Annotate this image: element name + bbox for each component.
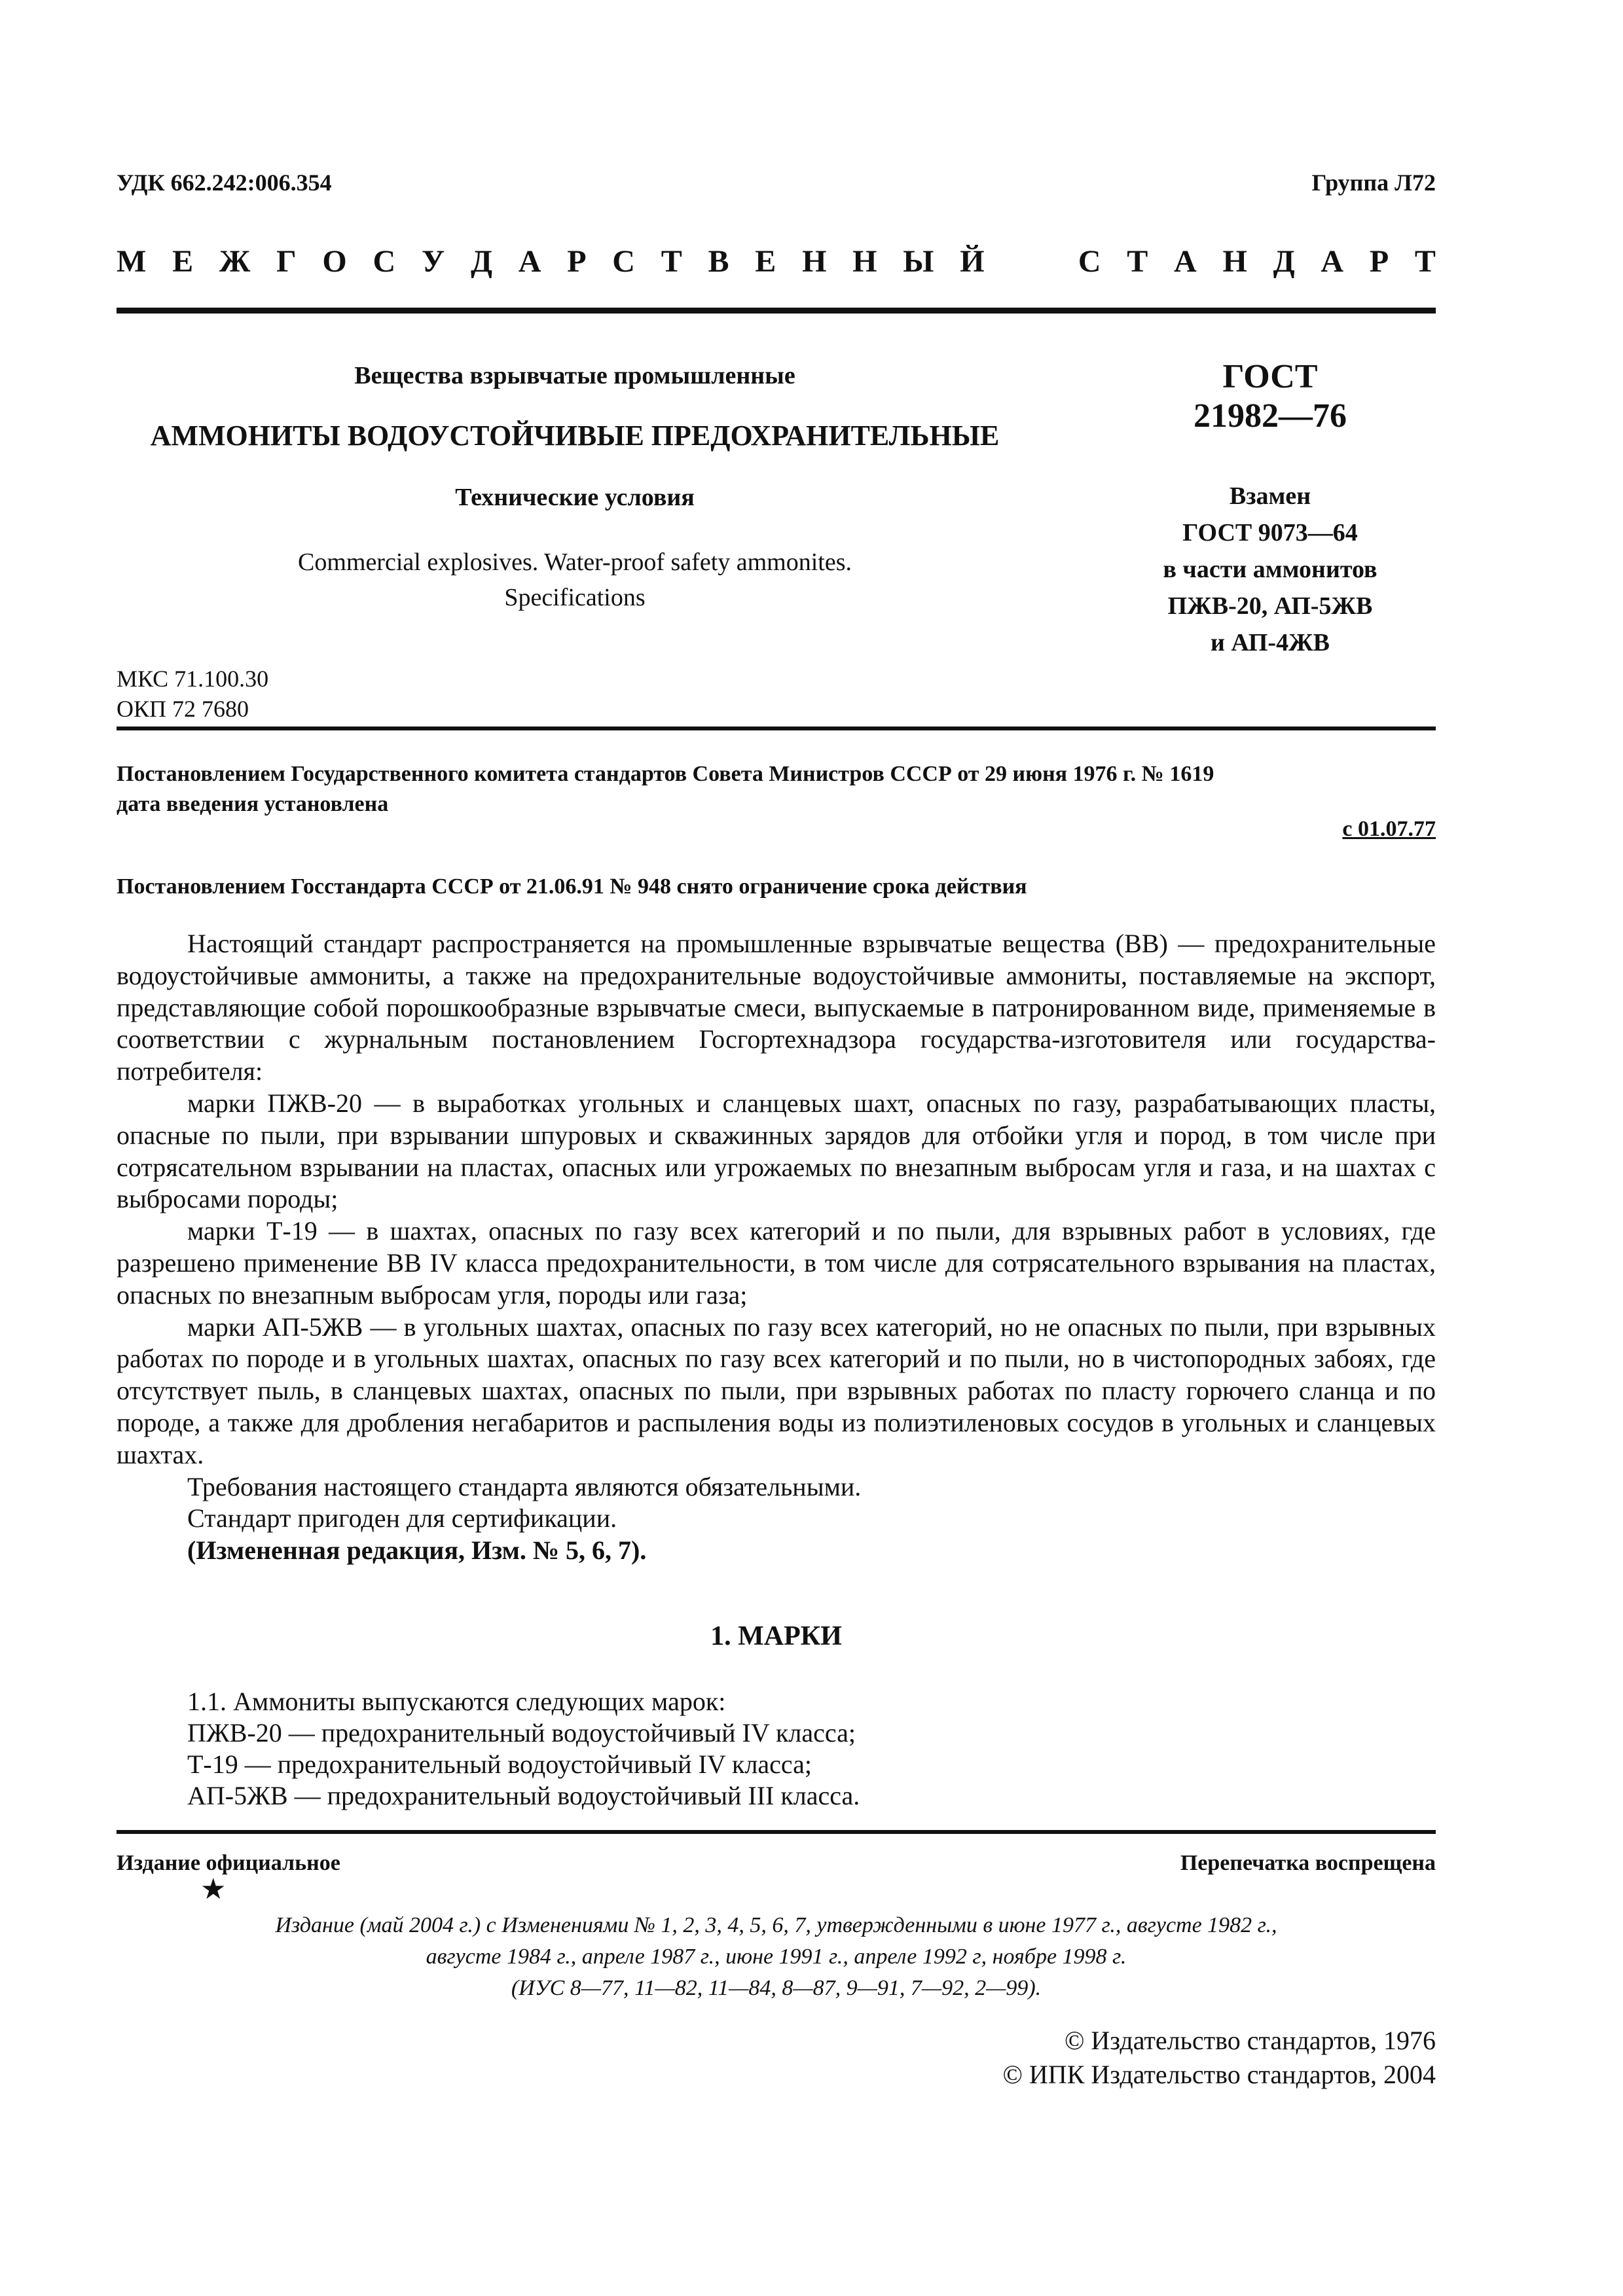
edition-line: Издание (май 2004 г.) с Изменениями № 1, 2, 3, 4, 5, 6, 7, утвержденными в июне 1977 г., августе 1982 г.,: [275, 1913, 1277, 1937]
amendment-note: (Измененная редакция, Изм. № 5, 6, 7).: [187, 1535, 647, 1566]
document-title: АММОНИТЫ ВОДОУСТОЙЧИВЫЕ ПРЕДОХРАНИТЕЛЬНЫЕ: [150, 420, 1000, 452]
replaces-line: и АП-4ЖВ: [1210, 629, 1330, 656]
banner-letter: А: [518, 244, 541, 279]
banner-letter: Ж: [219, 244, 251, 279]
okp-code: ОКП 72 7680: [117, 696, 249, 722]
effective-date: с 01.07.77: [1342, 817, 1436, 841]
replaces-line: в части аммонитов: [1163, 556, 1377, 583]
reprint-prohibited-label: Перепечатка воспрещена: [1180, 1851, 1436, 1875]
replaces-line: ГОСТ 9073—64: [1182, 519, 1358, 547]
paragraph: Стандарт пригоден для сертификации.: [187, 1503, 617, 1534]
gost-label: ГОСТ: [1222, 358, 1318, 395]
subject-heading: Вещества взрывчатые промышленные: [354, 362, 795, 389]
banner-letter: Е: [755, 244, 776, 279]
banner-letter: Р: [567, 244, 587, 279]
tech-conditions-label: Технические условия: [455, 484, 695, 511]
copyright-line: © ИПК Издательство стандартов, 2004: [1002, 2060, 1436, 2089]
list-item: АП-5ЖВ — предохранительный водоустойчивый III класса.: [187, 1781, 860, 1810]
section-heading: 1. МАРКИ: [710, 1621, 842, 1651]
edition-note: [117, 1910, 1436, 2004]
banner-letter: Н: [852, 244, 877, 279]
banner-letter: А: [1321, 244, 1344, 279]
paragraph: Настоящий стандарт распространяется на промышленные взрывчатые вещества (ВВ) — предохранительные водоустойчивые аммониты, а также на предохранительные водоустойчивые аммониты, поставляемые на экспорт, представляющие собой порошкообразные взрывчатые смеси, выпускаемые в патронированном виде, применяемые в соответствии с журнальным постановлением Госгортехнадзора государства-изготовителя или государства-потребителя:: [117, 929, 1436, 1086]
banner-letter: В: [708, 244, 729, 279]
body-text: [117, 928, 1436, 1567]
banner-letter: Р: [1369, 244, 1389, 279]
footer-divider: [117, 1830, 1436, 1834]
list-item: ПЖВ-20 — предохранительный водоустойчивый IV класса;: [187, 1718, 856, 1748]
paragraph: марки АП-5ЖВ — в угольных шахтах, опасных по газу всех категорий, но не опасных по пыли, при взрывных работах по породе и в угольных шахтах, опасных по газу всех категорий и по пыли, но в чистопородных забоях, где отсутствует пыль, в сланцевых шахтах, опасных по пыли, при взрывных работах по пласту горючего сланца и по породе, а также для дробления негабаритов и распыления воды из полиэтиленовых сосудов в угольных и сланцевых шахтах.: [117, 1312, 1436, 1469]
banner-letter: Е: [172, 244, 194, 279]
banner-letter: Т: [661, 244, 682, 279]
gost-code: 21982—76: [1194, 397, 1347, 435]
group-code: Группа Л72: [1311, 170, 1436, 196]
banner-letter: Д: [470, 244, 492, 279]
banner-letter: М: [117, 244, 147, 279]
list-item: Т-19 — предохранительный водоустойчивый IV класса;: [187, 1749, 812, 1779]
paragraph: Требования настоящего стандарта являются обязательными.: [187, 1471, 862, 1501]
paragraph: марки ПЖВ-20 — в выработках угольных и сланцевых шахт, опасных по газу, разрабатывающих пласты, опасные по пыли, при взрывании шпуровых и скважинных зарядов для отбойки угля и пород, в том числе при сотрясательном взрывании на пластах, опасных или угрожаемых по внезапным выбросам угля и газа, и на шахтах с выбросами породы;: [117, 1088, 1436, 1214]
replaces-line: ПЖВ-20, АП-5ЖВ: [1167, 592, 1373, 620]
paragraph: марки Т-19 — в шахтах, опасных по газу всех категорий и по пыли, для взрывных работ в условиях, где разрешено применение ВВ IV класса предохранительности, в том числе для сотрясательного взрывания на пластах, опасных по внезапным выбросам угля, породы или газа;: [117, 1216, 1436, 1310]
title-divider: [117, 726, 1436, 730]
udk-code: УДК 662.242:006.354: [117, 170, 332, 196]
adoption-decree: [117, 759, 1436, 819]
banner-letter: Д: [1273, 244, 1295, 279]
top-divider: [117, 308, 1436, 314]
banner-letter: Ы: [903, 244, 934, 279]
banner-letter: О: [322, 244, 347, 279]
official-edition-label: Издание официальное: [117, 1851, 340, 1875]
banner-letter: С: [1078, 244, 1101, 279]
list-item: 1.1. Аммониты выпускаются следующих марок:: [187, 1687, 726, 1716]
copyright-line: © Издательство стандартов, 1976: [1064, 2026, 1436, 2055]
banner-letter: А: [1174, 244, 1197, 279]
replaces-block: [1100, 478, 1440, 661]
english-title-line: Commercial explosives. Water-proof safety ammonites.: [297, 548, 852, 576]
banner-letter: Й: [960, 244, 985, 279]
edition-line: августе 1984 г., апреле 1987 г., июне 1991 г., апреле 1992 г, ноябре 1998 г.: [426, 1945, 1127, 1969]
banner-letter: С: [373, 244, 396, 279]
gost-number: [1100, 357, 1440, 436]
banner-letter: Н: [1222, 244, 1247, 279]
copyright-block: [1003, 2024, 1436, 2092]
edition-line: (ИУС 8—77, 11—82, 11—84, 8—87, 9—91, 7—92, 2—99).: [511, 1976, 1042, 2000]
decree-line: Постановлением Государственного комитета стандартов Совета Министров СССР от 29 июня 1976 г. № 1619: [117, 762, 1214, 786]
banner-letter: Т: [1414, 244, 1436, 279]
banner-letter: У: [421, 244, 445, 279]
validity-decree: Постановлением Госстандарта СССР от 21.06.91 № 948 снято ограничение срока действия: [117, 874, 1027, 899]
grades-list: [187, 1686, 860, 1812]
mks-code: МКС 71.100.30: [117, 666, 269, 692]
banner-letter: Г: [276, 244, 297, 279]
banner-letter: Т: [1127, 244, 1148, 279]
decree-line: дата введения установлена: [117, 792, 389, 816]
banner-gap: [1044, 243, 1052, 283]
classification-codes: [117, 664, 268, 724]
english-title: [117, 545, 1033, 615]
replaces-line: Взамен: [1229, 482, 1311, 510]
banner-letter: Н: [802, 244, 827, 279]
star-icon: ★: [200, 1873, 227, 1905]
banner-gap: [1010, 243, 1018, 283]
english-title-line: Specifications: [504, 584, 646, 611]
banner-letter: С: [612, 244, 635, 279]
standard-banner: [117, 243, 1436, 283]
